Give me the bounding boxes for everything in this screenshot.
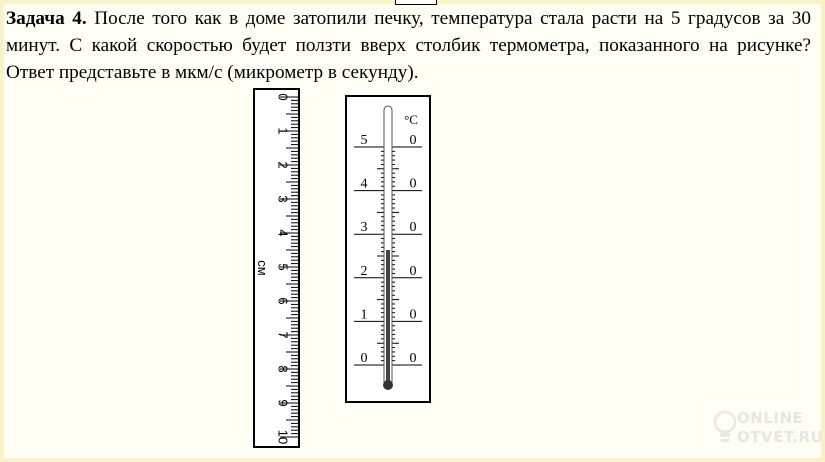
thermometer-left-label: 1 (360, 307, 368, 323)
thermometer-right-label: 0 (409, 176, 417, 192)
task-body: После того как в доме затопили печку, температура стала расти на 5 градусов за 30 минут. С какой скоростью будет ползти вверх столбик термометра, показанного на рисунке? Ответ представьте в мкм/с (микрометр в секунду). (6, 8, 811, 83)
ruler-label: 10 (275, 429, 291, 445)
watermark-text (737, 409, 823, 447)
thermometer (346, 96, 430, 402)
ruler (254, 89, 299, 447)
thermometer-left-label: 3 (360, 220, 368, 236)
thermometer-left-label: 2 (360, 263, 368, 279)
ruler-label: 9 (275, 399, 291, 407)
mercury-column (386, 250, 390, 386)
thermometer-right-label: 0 (409, 263, 417, 279)
ruler-label: 6 (275, 297, 291, 305)
thermometer-right-label: 0 (409, 133, 417, 148)
ruler-label: 5 (275, 263, 291, 271)
thermometer-left-label: 0 (360, 351, 368, 366)
ruler-unit: см (255, 260, 270, 276)
ruler-label: 2 (275, 161, 291, 169)
thermometer-right-label: 0 (409, 351, 417, 366)
ruler-label: 7 (275, 331, 291, 339)
thermometer-right-label: 0 (409, 220, 417, 236)
thermometer-left-label: 4 (360, 176, 368, 192)
thermometer-right-label: 0 (409, 307, 417, 323)
thermometer-left-label: 5 (360, 133, 368, 148)
thermometer-unit: °C (404, 112, 418, 127)
lightbulb-icon (715, 412, 735, 442)
task-title: Задача 4. (6, 8, 87, 29)
thermometer-bulb (383, 380, 393, 390)
watermark-line2: OTVET.RU (737, 428, 824, 446)
ruler-label: 1 (275, 127, 291, 135)
ruler-label: 0 (275, 93, 291, 101)
ruler-label: 3 (275, 195, 291, 203)
ruler-label: 8 (275, 365, 291, 373)
watermark-line1: ONLINE (737, 409, 804, 427)
ruler-label: 4 (275, 229, 291, 237)
